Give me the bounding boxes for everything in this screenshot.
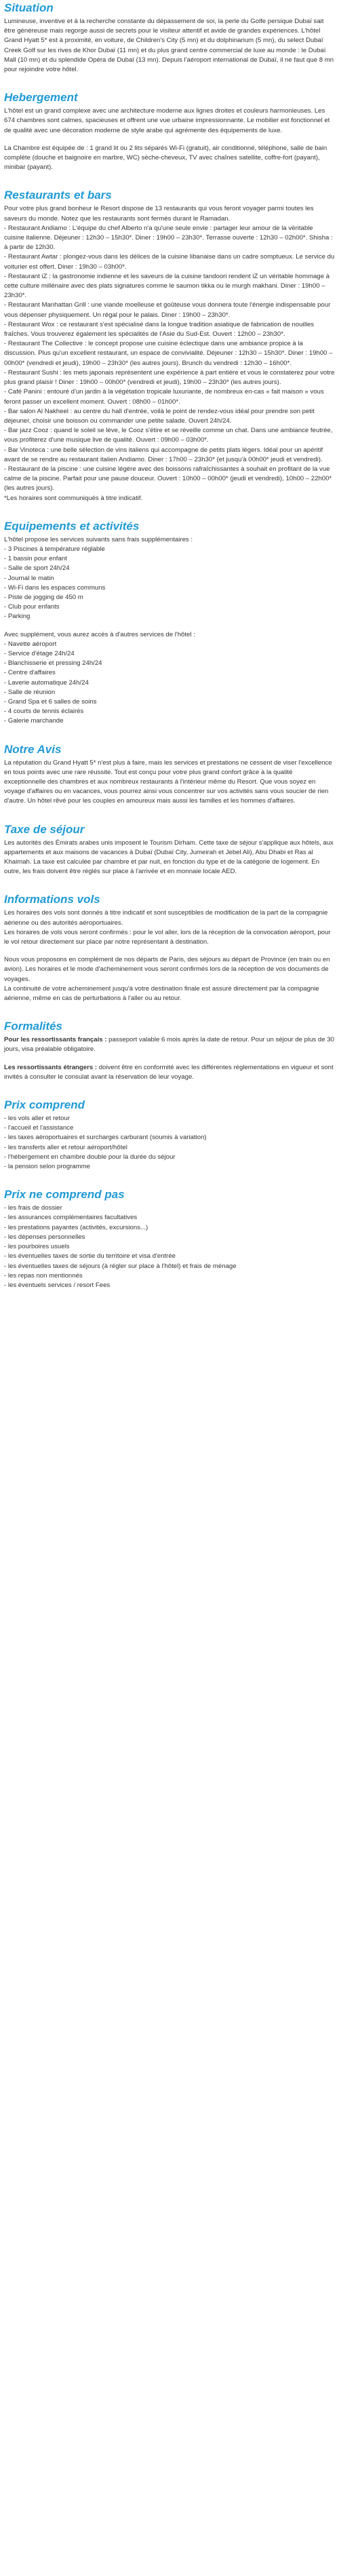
list-item: - Journal le matin [4,574,54,582]
section-taxe [4,823,335,877]
section-title: Situation [4,1,54,14]
section-title: Prix comprend [4,1098,85,1112]
list-item: - Bar jazz Cooz : quand le soleil se lève, le Cooz s'étire et se réveille comme un chat. Dans une ambiance feutrée, vous profiterez d'une musique live de qualité. Ouvert : 09h00 – 03h00*. [4,427,333,444]
list-item: - Salle de sport 24h/24 [4,564,70,573]
list-item: - les repas non mentionnés [4,1271,83,1280]
paragraph-lead: Pour les ressortissants français : [4,1036,107,1044]
section-title: Informations vols [4,893,100,906]
list-item: - les éventuelles taxes de sortie du territoire et visa d'entrée [4,1252,176,1261]
list-item: Avec supplément, vous aurez accès à d'autres services de l'hôtel : [4,630,195,638]
list-item: - Bar salon Al Nakheel : au centre du hall d'entrée, voilà le point de rendez-vous idéal pour prendre son petit déjeuner, choisir une boisson ou commander une petite salade. Ouvert 24h/24. [4,407,315,425]
text-lines [4,204,335,503]
list-item: - Restaurant The Collective : le concept propose une cuisine éclectique dans une ambiance propice à la discussion. Plus qu'un excellent restaurant, un espace de convivialité. Déjeuner : 12h30 – 15h30*. Diner : 19h00 – 00h00* (vendredi et jeudi), 19h00 – 23h30* (les autres jours). Brunch du vendredi : 12h30 – 16h00*. [4,340,333,367]
section-title: Prix ne comprend pas [4,1188,125,1202]
list-item: - Restaurant Wox : ce restaurant s'est spécialisé dans la longue tradition asiatique de fabrication de nouilles fraîches. Vous trouverez également les spécialités de l'Asie du Sud-Est. Ouvert : 12h00 – 23h30*. [4,320,315,339]
list-item: - les éventuels services / resort Fees [4,1281,111,1289]
list-item: - Restaurant iZ : la gastronomie indienne et les saveurs de la cuisine tandoori rendent iZ un véritable hommage à cette culture millénaire avec des plats signatures comme le saumon tikka ou le murgh makhani. Diner : 19h00 – 23h30*. [4,272,330,300]
list-item: - 1 bassin pour enfant [4,555,67,563]
list-item: La continuité de votre acheminement jusqu'à votre destination finale est assuré directement par la compagnie aérienne, même en cas de perturbations à l'aller ou au retour. [4,984,319,1003]
list-item: - Parking [4,613,31,621]
list-item: - les prestations payantes (activités, excursions...) [4,1223,148,1231]
list-item: - les transferts aller et retour aéroport/hôtel [4,1143,127,1151]
section-title: Equipements et activités [4,519,140,533]
list-item: - Blanchisserie et pressing 24h/24 [4,659,102,668]
list-item: - Centre d'affaires [4,669,56,677]
paragraph-text: passeport valable 6 mois après la date de retour. Pour un séjour de plus de 30 jours, visa préalable obligatoire. [4,1036,334,1054]
list-item: - Club pour enfants [4,603,60,611]
text-lines [4,1114,335,1172]
list-item: - Wi-Fi dans les espaces communs [4,583,106,592]
section-situation [4,1,335,75]
list-item: - Piste de jogging de 450 m [4,593,83,601]
section-vols [4,893,335,1003]
paragraph: La réputation du Grand Hyatt 5* n'est plus à faire, mais les services et prestations ne cessent de viser l'excellence en tous points avec une rare réussite. Tout est conçu pour votre plus grand confort grâce à la qualité exceptionnelle des chambres et aux nombreux restaurants à l'intérieur même du Resort. Que vous soyez en voyage d'affaires ou en vacances, vous pourrez ainsi vous concentrer sur vos activités sans vous soucier de rien d'autre. Un hôtel rêvé pour les couples en amoureux mais aussi les familles et les hommes d'affaires. [4,758,332,805]
list-item: - les assurances complémentaires facultatives [4,1214,138,1222]
list-item: L'hôtel propose les services suivants sans frais supplémentaires : [4,535,193,543]
paragraph [4,1035,335,1054]
paragraph: La Chambre est équipée de : 1 grand lit ou 2 lits séparés Wi-Fi (gratuit), air conditionné, téléphone, salle de bain complète (douche et baignoire en marbre, WC) sèche-cheveux, TV avec chaînes satellite, coffre-fort (payant), minibar (payant). [4,144,327,172]
list-item: *Les horaires sont communiqués à titre indicatif. [4,494,143,502]
text-lines [4,535,335,622]
list-item: - la pension selon programme [4,1163,90,1171]
paragraph-text: doivent être en conformité avec les différentes réglementations en vigueur et sont invités à consulter le consulat avant la réservation de leur voyage. [4,1063,334,1081]
text-lines [4,955,335,1003]
section-prix-ne-comprend [4,1188,335,1290]
list-item: - Laverie automatique 24h/24 [4,678,89,687]
list-item: - les éventuelles taxes de séjours (à régler sur place à l'hôtel) et frais de ménage [4,1262,237,1270]
section-notre-avis [4,743,335,807]
section-title: Hebergement [4,91,78,104]
content-page [0,1,339,1313]
list-item: - Navette aéroport [4,640,57,648]
paragraph: Les autorités des Émirats arabes unis imposent le Tourism Dirham. Cette taxe de séjour s'applique aux hôtels, aux appartements et aux maisons de vacances à Dubaï (Dubaï City, Jumeirah et Jebel Ali), Abu Dhabi et Ras al Khaimah. La taxe est calculée par chambre et par nuit, en fonction du type et de la catégorie de logement. En outre, les frais doivent être réglés sur place à l'arrivée et en monnaie locale AED. [4,839,334,876]
paragraph: L'hôtel est un grand complexe avec une architecture moderne aux lignes droites et couleurs harmonieuses. Les 674 chambres sont calmes, spacieuses et offrent une vue urbaine impressionnante. Le mobilier est fonctionnel et de qualité avec une décoration moderne de style arabe qui agrémente des équipements de luxe. [4,107,330,134]
list-item: - les pourboires usuels [4,1243,70,1251]
section-restaurants [4,189,335,503]
section-hebergement [4,91,335,172]
list-item: - Restaurant Sushi : les mets japonais représentent une expérience à part entière et vous le constaterez pour votre plus grand plaisir ! Diner : 19h00 – 00h00* (vendredi et jeudi), 19h00 – 23h30* (les autres jours). [4,368,335,387]
text-lines [4,1204,335,1290]
list-item: - Grand Spa et 6 salles de soins [4,697,97,706]
list-item: - Restaurant de la piscine : une cuisine légère avec des boissons rafraîchissantes à souhait en profitant de la vue calme de la piscine. Parfait pour une pause douceur. Ouvert : 10h00 – 00h00* (jeudi et vendredi), 10h00 – 22h00* (les autres jours). [4,465,332,493]
list-item: - Restaurant Andiamo : L'équipe du chef Alberto n'a qu'une seule envie : partager leur amour de la véritable cuisine italienne. Déjeuner : 12h30 – 15h30*. Diner : 19h00 – 23h30*. Terrasse ouverte : 12h30 – 02h00*. Shisha : à partir de 12h30. [4,224,333,252]
section-title: Taxe de séjour [4,822,85,836]
section-title: Restaurants et bars [4,189,112,202]
list-item: - les frais de dossier [4,1204,62,1212]
text-lines [4,630,335,727]
section-prix-comprend [4,1098,335,1172]
section-formalites [4,1020,335,1082]
list-item: - Restaurant Manhattan Grill : une viande moelleuse et goûteuse vous donnera toute l'énergie indispensable pour vous dépenser physiquement. Un régal pour le palais. Diner : 19h00 – 23h30*. [4,301,331,319]
section-title: Formalités [4,1020,62,1033]
section-equipements [4,520,335,727]
list-item: - 4 courts de tennis éclairés [4,708,84,716]
list-item: Nous vous proposons en complément de nos départs de Paris, des séjours au départ de Province (en train ou en avion). Les horaires et le mode d'acheminement vous seront confirmés lors de la réception de vos documents de voyages. [4,956,330,983]
list-item: Les horaires de vols vous seront confirmés : pour le vol aller, lors de la réception de la convocation aéroport, pour le vol retour directement sur place par notre représentant à destination. [4,928,331,946]
list-item: - Bar Vinoteca : une belle sélection de vins italiens qui accompagne de petits plats légers. Idéal pour un apéritif avant de se rendre au restaurant italien Andiamo. Diner : 17h00 – 23h30* (et jusqu'à 00h00* jeudi et vendredi). [4,446,323,463]
paragraph [4,1063,335,1082]
list-item: - l'accueil et l'assistance [4,1124,74,1132]
text-lines [4,908,335,947]
list-item: - 3 Piscines à température réglable [4,545,105,553]
paragraph-lead: Les ressortissants étrangers : [4,1063,98,1071]
list-item: - Restaurant Awtar : plongez-vous dans les délices de la cuisine libanaise dans un cadre somptueux. Le service du voiturier est offert. Diner : 19h30 – 03h00*. [4,253,335,271]
list-item: - Salle de réunion [4,688,56,696]
list-item: - Café Panini : entouré d'un jardin à la végétation tropicale luxuriante, de nombreux en-cas « fait maison » vous feront passer un excellent moment. Ouvert : 08h00 – 01h00*. [4,388,324,406]
list-item: - Galerie marchande [4,717,64,725]
list-item: - les taxes aéroportuaires et surcharges carburant (soumis à variation) [4,1134,207,1142]
list-item: - les dépenses personnelles [4,1233,85,1241]
list-item: - l'hébergement en chambre double pour la durée du séjour [4,1153,176,1161]
list-item: Les horaires des vols sont donnés à titre indicatif et sont susceptibles de modification de la part de la compagnie aérienne ou des autorités aéroportuaires. [4,909,328,927]
list-item: - Service d'étage 24h/24 [4,649,75,657]
list-item: Pour votre plus grand bonheur le Resort dispose de 13 restaurants qui vous feront voyager parmi toutes les saveurs du monde. Notez que les restaurants sont fermés durant le Ramadan. [4,205,314,223]
list-item: - les vols aller et retour [4,1115,71,1123]
section-title: Notre Avis [4,742,62,756]
paragraph: Lumineuse, inventive et à la recherche constante du dépassement de soi, la perle du Golfe persique Dubaï sait être généreuse mais regorge aussi de secrets pour le visiteur attentif et avide de grandes expériences. L'hôtel Grand Hyatt 5* est à proximité, en voiture, de Children's City (5 mn) et du dolphinarium (5 mn), du select Dubaï Creek Golf sur les rives de Khor Dubaï (11 mn) et du plus grand centre commercial de luxe au monde : le Dubaï Mall (10 mn) et du splendide Opéra de Dubaï (13 mn). Depuis l'aéroport international de Dubaï, il ne faut que 8 mn pour rejoindre votre hôtel. [4,18,334,74]
